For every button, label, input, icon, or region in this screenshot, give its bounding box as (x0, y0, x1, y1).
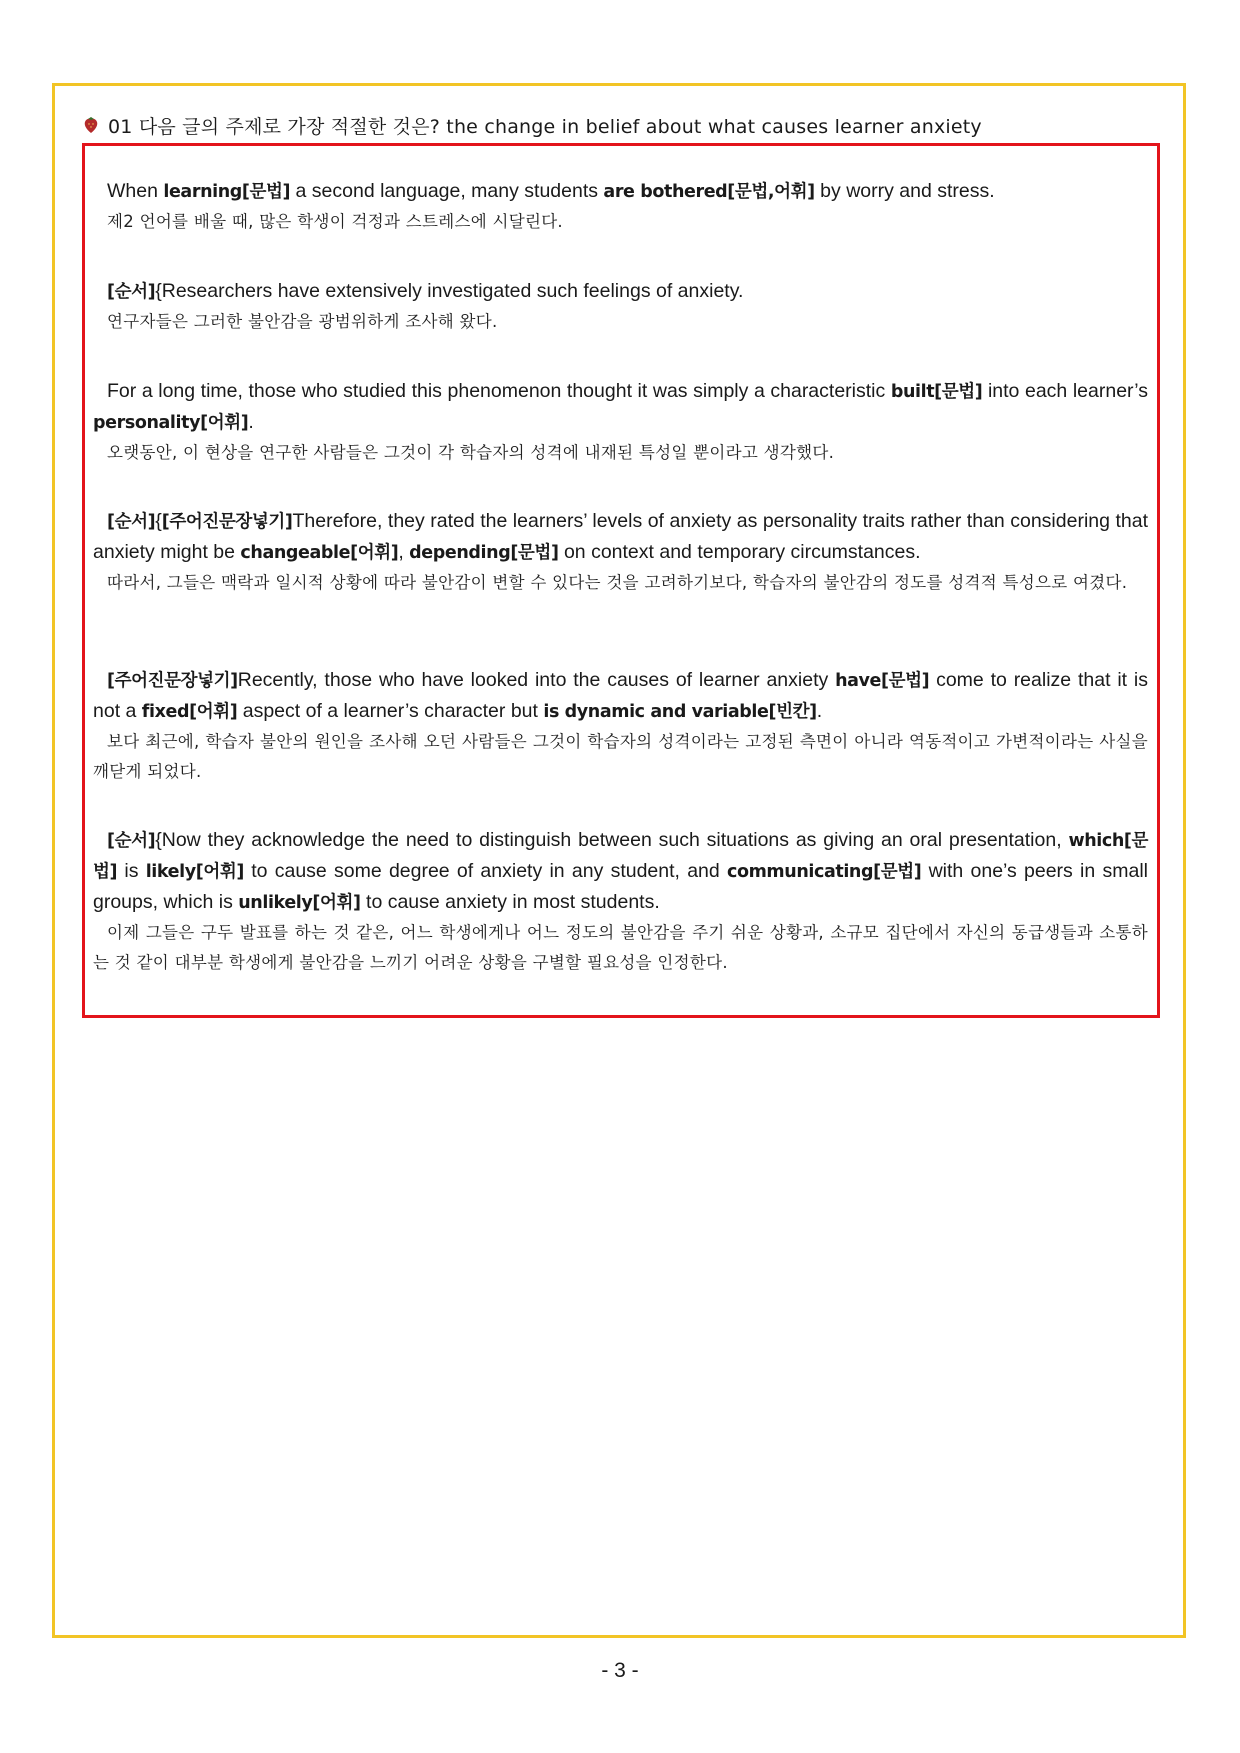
korean-translation: 제2 언어를 배울 때, 많은 학생이 걱정과 스트레스에 시달린다. (107, 212, 563, 231)
paragraph-5 (93, 665, 1148, 787)
annotation-tag: [순서] (107, 512, 156, 532)
english-sentence (93, 506, 1148, 568)
english-sentence (93, 276, 1148, 307)
page-number: - 3 - (601, 1659, 639, 1682)
sentence-text: . (248, 411, 254, 433)
annotation-tag: changeable[어휘] (240, 543, 399, 563)
question-text: 01 다음 글의 주제로 가장 적절한 것은? the change in belief about what causes learner anxiety (108, 115, 982, 138)
sentence-text: into each learner’s (982, 380, 1148, 402)
sentence-text: to cause some degree of anxiety in any student, and (243, 860, 727, 882)
korean-translation: 연구자들은 그러한 불안감을 광범위하게 조사해 왔다. (107, 312, 498, 331)
sentence-text: {Now they acknowledge the need to distinguish between such situations as giving an oral presentation, (155, 829, 1069, 851)
annotation-tag: [주어진문장넣기] (107, 671, 238, 691)
sentence-text: by worry and stress. (814, 180, 995, 202)
sentence-text: , (398, 541, 410, 563)
annotation-tag: [주어진문장넣기] (161, 512, 293, 532)
sentence-text: {Researchers have extensively investigated such feelings of anxiety. (155, 280, 744, 302)
english-sentence (93, 825, 1148, 918)
annotation-tag: depending[문법] (409, 543, 559, 563)
annotation-tag: unlikely[어휘] (238, 893, 361, 913)
sentence-text: on context and temporary circumstances. (558, 541, 921, 563)
sentence-text: a second language, many students (290, 180, 604, 202)
strawberry-icon (84, 116, 98, 134)
korean-translation: 이제 그들은 구두 발표를 하는 것 같은, 어느 학생에게나 어느 정도의 불안감을 주기 쉬운 상황과, 소규모 집단에서 자신의 동급생들과 소통하는 것 같이 대부분 학생에게 불안감을 느끼기 어려운 상황을 구별할 필요성을 인정한다. (93, 923, 1148, 972)
korean-translation: 오랫동안, 이 현상을 연구한 사람들은 그것이 각 학습자의 성격에 내재된 특성일 뿐이라고 생각했다. (107, 443, 835, 462)
sentence-text: . (816, 700, 823, 722)
sentence-text: to cause anxiety in most students. (360, 891, 660, 913)
annotation-tag: which[문법] (93, 831, 1148, 882)
annotation-tag: are bothered[문법,어휘] (603, 182, 815, 202)
korean-translation: 따라서, 그들은 맥락과 일시적 상황에 따라 불안감이 변할 수 있다는 것을 고려하기보다, 학습자의 불안감의 정도를 성격적 특성으로 여겼다. (107, 573, 1128, 592)
annotation-tag: learning[문법] (163, 182, 291, 202)
sentence-text: For a long time, those who studied this phenomenon thought it was simply a characteristic (107, 380, 891, 402)
sentence-text: with one’s peers in small groups, which is (93, 860, 1148, 913)
annotation-tag: communicating[문법] (727, 862, 922, 882)
annotation-tag: [순서] (107, 282, 156, 302)
question-header (84, 111, 1184, 139)
annotation-tag: [순서] (107, 831, 156, 851)
sentence-text: aspect of a learner’s character but (237, 700, 544, 722)
english-sentence (93, 176, 1148, 207)
annotation-tag: likely[어휘] (145, 862, 244, 882)
sentence-text: Recently, those who have looked into the causes of learner anxiety (237, 669, 836, 691)
paragraph-1 (93, 176, 1148, 237)
sentence-text: Therefore, they rated the learners’ levels of anxiety as personality traits rather than considering that anxiety might be (93, 510, 1148, 563)
korean-translation: 보다 최근에, 학습자 불안의 원인을 조사해 오던 사람들은 그것이 학습자의 성격이라는 고정된 측면이 아니라 역동적이고 가변적이라는 사실을 깨닫게 되었다. (93, 732, 1148, 781)
paragraph-2 (93, 276, 1148, 337)
english-sentence (93, 665, 1148, 727)
paragraph-4 (93, 506, 1148, 598)
annotation-tag: fixed[어휘] (141, 702, 238, 722)
sentence-text: { (155, 510, 162, 532)
english-sentence (93, 376, 1148, 438)
annotation-tag: built[문법] (890, 382, 983, 402)
sentence-text: come to realize that it is not a (93, 669, 1148, 722)
annotation-tag: is dynamic and variable[빈칸] (543, 702, 817, 722)
annotation-tag: personality[어휘] (93, 413, 249, 433)
sentence-text: When (107, 180, 164, 202)
annotation-tag: have[문법] (835, 671, 930, 691)
sentence-text: is (117, 860, 146, 882)
paragraph-3 (93, 376, 1148, 468)
paragraph-6 (93, 825, 1148, 978)
